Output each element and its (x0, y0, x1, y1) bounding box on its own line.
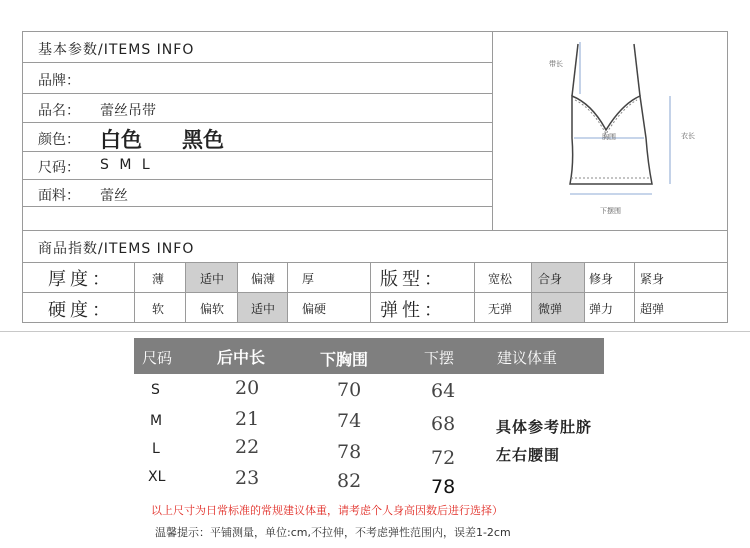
row-size: L (152, 441, 160, 457)
row-size: M (150, 413, 163, 429)
elasticity-option: 无弹 (488, 302, 513, 316)
row-size: XL (148, 469, 166, 485)
color-label: 颜色： (38, 132, 80, 148)
thickness-option: 偏薄 (251, 272, 276, 286)
size-label: 尺码： (38, 160, 80, 176)
color-value-white: 白色 (100, 128, 142, 152)
row-back-length: 23 (235, 467, 260, 489)
fit-option: 紧身 (640, 272, 665, 286)
fit-option: 合身 (538, 272, 563, 286)
row-underbust: 82 (337, 470, 362, 492)
fabric-value: 蕾丝 (100, 188, 128, 204)
header-back-length: 后中长 (217, 348, 266, 367)
fabric-label: 面料： (38, 188, 80, 204)
measurement-tip: 温馨提示：平铺测量，单位:cm,不拉伸，不考虑弹性范围内，误差1-2cm (155, 526, 511, 539)
elasticity-option: 微弹 (538, 302, 563, 316)
thickness-label: 厚度： (48, 269, 114, 290)
header-size: 尺码 (142, 349, 173, 367)
row-back-length: 21 (235, 408, 260, 430)
color-value-black: 黑色 (182, 128, 224, 152)
row-underbust: 70 (337, 379, 362, 401)
row-size: S (151, 382, 160, 398)
row-back-length: 22 (235, 436, 260, 458)
weight-note-line1: 具体参考肚脐 (496, 418, 593, 436)
row-back-length: 20 (235, 377, 260, 399)
fit-option: 宽松 (488, 272, 513, 286)
index-info-header: 商品指数/ITEMS INFO (38, 241, 195, 257)
elasticity-option: 弹力 (589, 302, 614, 316)
row-hem: 78 (431, 476, 456, 498)
hem-label: 下摆围 (600, 207, 621, 215)
hardness-option: 适中 (251, 302, 276, 316)
fit-label: 版型： (380, 269, 446, 290)
thickness-option: 适中 (200, 272, 225, 286)
elasticity-label: 弹性： (380, 300, 446, 321)
header-hem: 下摆 (424, 349, 455, 367)
red-note: 以上尺寸为日常标准的常规建议体重，请考虑个人身高因数后进行选择） (151, 504, 503, 517)
basic-info-header: 基本参数/ITEMS INFO (38, 42, 195, 58)
fit-option: 修身 (589, 272, 614, 286)
strap-length-label: 带长 (549, 60, 563, 68)
header-underbust: 下胸围 (320, 350, 369, 369)
row-underbust: 74 (337, 410, 362, 432)
bust-label: 胸围 (602, 133, 616, 141)
hardness-option: 软 (152, 302, 165, 316)
hardness-option: 偏软 (200, 302, 225, 316)
row-hem: 64 (431, 380, 456, 402)
name-label: 品名： (38, 103, 80, 119)
row-underbust: 78 (337, 441, 362, 463)
name-value: 蕾丝吊带 (100, 103, 156, 119)
hardness-label: 硬度： (48, 300, 114, 321)
brand-label: 品牌： (38, 73, 80, 89)
length-label: 衣长 (681, 132, 695, 140)
thickness-option: 薄 (152, 272, 165, 286)
row-hem: 68 (431, 413, 456, 435)
size-value: S M L (100, 157, 153, 173)
elasticity-option: 超弹 (640, 302, 665, 316)
row-hem: 72 (431, 447, 456, 469)
header-suggested-weight: 建议体重 (497, 349, 558, 367)
thickness-option: 厚 (302, 272, 315, 286)
hardness-option: 偏硬 (302, 302, 327, 316)
weight-note-line2: 左右腰围 (496, 446, 561, 464)
